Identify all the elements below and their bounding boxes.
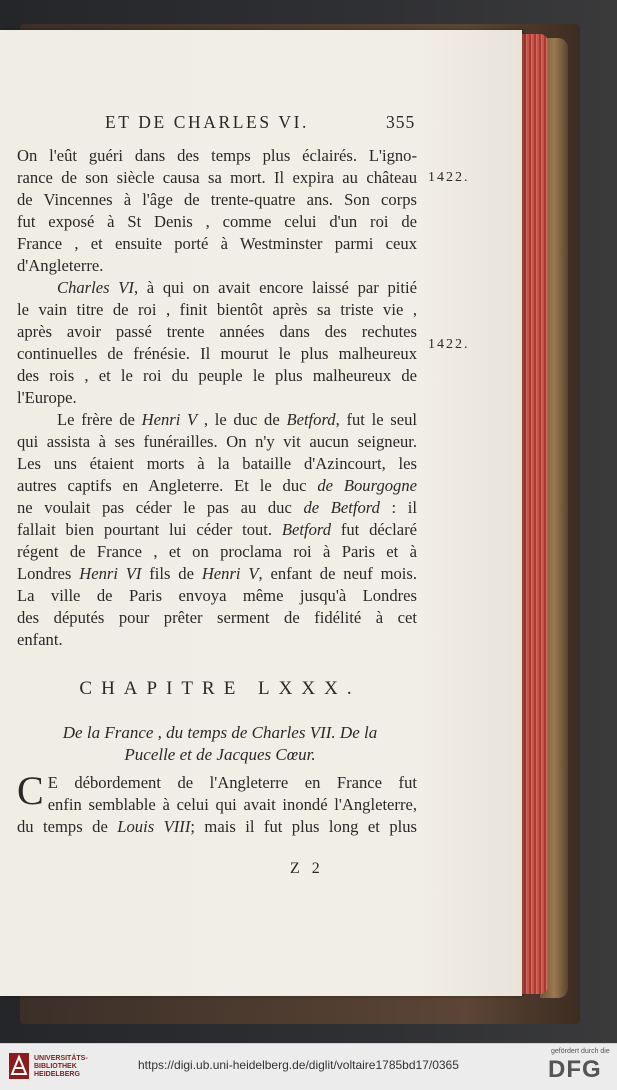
text-line: Les uns étaient morts à la bataille d'Azincourt, les <box>17 454 417 473</box>
text-span: fut déclaré <box>331 520 418 539</box>
subtitle-line: Pucelle et de Jacques Cœur. <box>124 745 316 764</box>
text-line <box>17 519 417 541</box>
page-number: 355 <box>386 112 416 132</box>
source-url-link[interactable]: https://digi.ub.uni-heidelberg.de/diglit/voltaire1785bd17/0365 <box>138 1058 459 1072</box>
text-line <box>17 475 417 497</box>
text-line: fut exposé à St Denis , comme celui d'un roi de <box>17 212 417 231</box>
margin-year: 1422. <box>428 337 470 352</box>
library-name-line: HEIDELBERG <box>34 1071 80 1078</box>
text-line: d'Angleterre. <box>17 256 104 275</box>
text-span: : il <box>379 498 417 517</box>
italic-name: de Bourgogne <box>317 476 417 495</box>
text-line <box>17 816 417 838</box>
text-block-1 <box>17 145 417 651</box>
library-name-line: UNIVERSITÄTS- <box>34 1055 88 1062</box>
text-line: France , et ensuite porté à Westminster parmi ceux <box>17 234 417 253</box>
library-name-line: BIBLIOTHEK <box>34 1063 77 1070</box>
text-block-2 <box>17 768 417 838</box>
text-line: de Vincennes à l'âge de trente-quatre ans. Son corps <box>17 190 417 209</box>
text-span: du temps de <box>17 817 118 836</box>
text-span: autres captifs en Angleterre. Et le duc <box>17 476 318 495</box>
text-line: régent de France , et on proclama roi à Paris et à <box>17 542 417 561</box>
dfg-logo: DFG <box>548 1056 602 1083</box>
italic-name: Henri V <box>201 564 259 583</box>
text-span: ; mais il fut plus long et plus <box>190 817 417 836</box>
chapter-subtitle <box>0 722 440 766</box>
text-line: des rois , et le roi du peuple le plus malheureux de <box>17 366 417 385</box>
text-span: , fut le seul <box>335 410 418 429</box>
drop-cap: C <box>17 768 44 813</box>
text-line <box>17 497 417 519</box>
subtitle-line: De la France , du temps de Charles VII. De la <box>62 723 378 742</box>
text-line: des députés pour prêter serment de fidélité à cet <box>17 608 417 627</box>
text-span: , à qui on avait encore laissé par pitié <box>133 278 417 297</box>
text-line <box>17 563 417 585</box>
italic-name: Betford <box>286 410 336 429</box>
chapter-heading: CHAPITRE LXXX. <box>79 678 361 699</box>
viewer-footer <box>0 1043 617 1090</box>
text-line: On l'eût guéri dans des temps plus éclairés. L'igno- <box>17 146 417 165</box>
university-logo-icon <box>8 1052 30 1080</box>
margin-year: 1422. <box>428 170 470 185</box>
text-span: fallait bien pourtant lui céder tout. <box>17 520 282 539</box>
italic-name: Louis VIII <box>117 817 191 836</box>
text-line: enfin semblable à celui qui avait inondé l'Angleterre, <box>47 795 417 814</box>
text-span: Londres <box>17 564 80 583</box>
sponsor-caption: gefördert durch die <box>551 1048 610 1055</box>
text-span: fils de <box>141 564 202 583</box>
text-line: qui assista à ses funérailles. On n'y vit aucun seigneur. <box>17 432 417 451</box>
text-line: enfant. <box>17 630 63 649</box>
text-line: continuelles de frénésie. Il mourut le plus malheureux <box>17 344 417 363</box>
text-line: l'Europe. <box>17 388 77 407</box>
text-line: La ville de Paris envoya même jusqu'à Londres <box>17 586 417 605</box>
text-line: rance de son siècle causa sa mort. Il expira au château <box>17 168 417 187</box>
italic-name: Henri VI <box>79 564 142 583</box>
library-name <box>34 1055 88 1079</box>
italic-name: Betford <box>281 520 332 539</box>
italic-name: Henri V <box>141 410 198 429</box>
text-line <box>17 409 417 431</box>
text-line: après avoir passé trente années dans des rechutes <box>17 322 417 341</box>
text-span: , le duc de <box>197 410 287 429</box>
text-span: Le frère de <box>57 410 142 429</box>
text-line: E débordement de l'Angleterre en France fut <box>47 773 417 792</box>
text-line <box>17 277 417 299</box>
signature-mark: Z 2 <box>290 860 324 877</box>
italic-name: Charles VI <box>57 278 134 297</box>
book-page <box>0 30 522 996</box>
text-span: , enfant de neuf mois. <box>258 564 418 583</box>
italic-name: de Betford <box>303 498 380 517</box>
text-span: ne voulait pas céder le pas au duc <box>17 498 304 517</box>
text-line: le vain titre de roi , finit bientôt après sa triste vie , <box>17 300 417 319</box>
running-title: ET DE CHARLES VI. <box>105 112 309 132</box>
running-head <box>0 112 522 136</box>
